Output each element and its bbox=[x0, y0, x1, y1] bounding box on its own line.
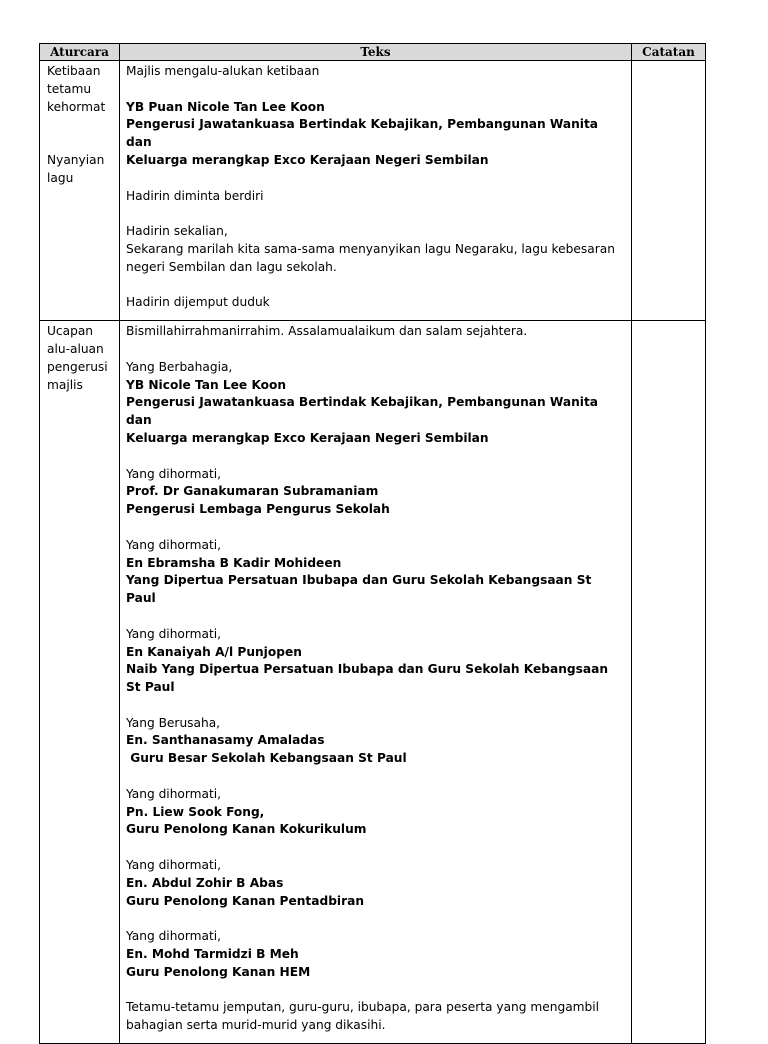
text-line: Yang Dipertua Persatuan Ibubapa dan Guru Sekolah Kebangsaan St Paul bbox=[126, 573, 596, 606]
text-line: Naib Yang Dipertua Persatuan Ibubapa dan Guru Sekolah Kebangsaan St Paul bbox=[126, 662, 613, 695]
text-line: En. Mohd Tarmidzi B Meh bbox=[126, 947, 299, 962]
text-line bbox=[126, 205, 625, 223]
text-line: negeri Sembilan dan lagu sekolah. bbox=[126, 259, 337, 274]
text-line: Guru Penolong Kanan HEM bbox=[126, 964, 311, 979]
text-line: Yang dihormati, bbox=[126, 537, 222, 552]
text-line: YB Puan Nicole Tan Lee Koon bbox=[126, 99, 325, 114]
text-line: Hadirin diminta berdiri bbox=[126, 188, 264, 203]
table-header-row bbox=[40, 44, 706, 61]
agenda-line bbox=[47, 116, 117, 134]
table-row bbox=[40, 321, 706, 1044]
text-line bbox=[126, 608, 625, 626]
text-line: bahagian serta murid-murid yang dikasihi. bbox=[126, 1018, 386, 1033]
text-line: Prof. Dr Ganakumaran Subramaniam bbox=[126, 484, 379, 499]
agenda-line: tetamu bbox=[47, 81, 92, 96]
text-line: Sekarang marilah kita sama-sama menyanyikan lagu Negaraku, lagu kebesaran bbox=[126, 241, 615, 256]
agenda-line: majlis bbox=[47, 377, 83, 392]
text-line: Yang dihormati, bbox=[126, 929, 222, 944]
text-line: Yang Berbahagia, bbox=[126, 359, 233, 374]
text-line: Hadirin sekalian, bbox=[126, 224, 228, 239]
agenda-line: Ketibaan bbox=[47, 64, 101, 78]
text-line bbox=[126, 81, 625, 99]
text-line: En Kanaiyah A/l Punjopen bbox=[126, 644, 302, 659]
agenda-line: alu-aluan bbox=[47, 341, 104, 356]
text-line: Keluarga merangkap Exco Kerajaan Negeri Sembilan bbox=[126, 430, 489, 445]
agenda-line bbox=[47, 134, 117, 152]
text-line: Pengerusi Lembaga Pengurus Sekolah bbox=[126, 502, 390, 517]
text-line bbox=[126, 768, 625, 786]
text-line: Guru Penolong Kanan Pentadbiran bbox=[126, 893, 365, 908]
agenda-cell bbox=[40, 321, 120, 1044]
agenda-line: lagu bbox=[47, 170, 74, 185]
text-line: Yang Berusaha, bbox=[126, 715, 221, 730]
agenda-line: pengerusi bbox=[47, 359, 108, 374]
text-line: Guru Besar Sekolah Kebangsaan St Paul bbox=[126, 751, 407, 766]
text-line: Yang dihormati, bbox=[126, 466, 222, 481]
agenda-line: Ucapan bbox=[47, 324, 94, 339]
text-line bbox=[126, 341, 625, 359]
text-line bbox=[126, 170, 625, 188]
text-line: Hadirin dijemput duduk bbox=[126, 295, 270, 310]
text-line: Tetamu-tetamu jemputan, guru-guru, ibubapa, para peserta yang mengambil bbox=[126, 1000, 600, 1015]
text-line: Yang dihormati, bbox=[126, 626, 222, 641]
text-line bbox=[126, 982, 625, 1000]
text-line: YB Nicole Tan Lee Koon bbox=[126, 377, 287, 392]
text-line: En Ebramsha B Kadir Mohideen bbox=[126, 555, 342, 570]
header-notes: Catatan bbox=[632, 44, 706, 61]
text-line: En. Santhanasamy Amaladas bbox=[126, 733, 325, 748]
text-cell bbox=[120, 321, 632, 1044]
text-line bbox=[126, 910, 625, 928]
text-line bbox=[126, 839, 625, 857]
notes-cell bbox=[632, 321, 706, 1044]
text-line bbox=[126, 277, 625, 295]
text-line: En. Abdul Zohir B Abas bbox=[126, 875, 284, 890]
text-line: Pengerusi Jawatankuasa Bertindak Kebajikan, Pembangunan Wanita dan bbox=[126, 395, 603, 428]
agenda-line: Nyanyian bbox=[47, 152, 105, 167]
text-cell bbox=[120, 61, 632, 321]
text-line bbox=[126, 448, 625, 466]
text-line: Yang dihormati, bbox=[126, 858, 222, 873]
agenda-cell bbox=[40, 61, 120, 321]
table-row bbox=[40, 61, 706, 321]
text-line: Pengerusi Jawatankuasa Bertindak Kebajikan, Pembangunan Wanita dan bbox=[126, 117, 603, 150]
text-line: Yang dihormati, bbox=[126, 786, 222, 801]
text-line: Pn. Liew Sook Fong, bbox=[126, 804, 265, 819]
notes-cell bbox=[632, 61, 706, 321]
text-line: Majlis mengalu-alukan ketibaan bbox=[126, 64, 320, 78]
programme-table bbox=[39, 43, 706, 1044]
header-agenda: Aturcara bbox=[40, 44, 120, 61]
text-line: Bismillahirrahmanirrahim. Assalamualaikum dan salam sejahtera. bbox=[126, 324, 528, 339]
text-line: Keluarga merangkap Exco Kerajaan Negeri Sembilan bbox=[126, 152, 489, 167]
header-text: Teks bbox=[120, 44, 632, 61]
text-line bbox=[126, 697, 625, 715]
agenda-line: kehormat bbox=[47, 99, 106, 114]
text-line: Guru Penolong Kanan Kokurikulum bbox=[126, 822, 367, 837]
text-line bbox=[126, 519, 625, 537]
